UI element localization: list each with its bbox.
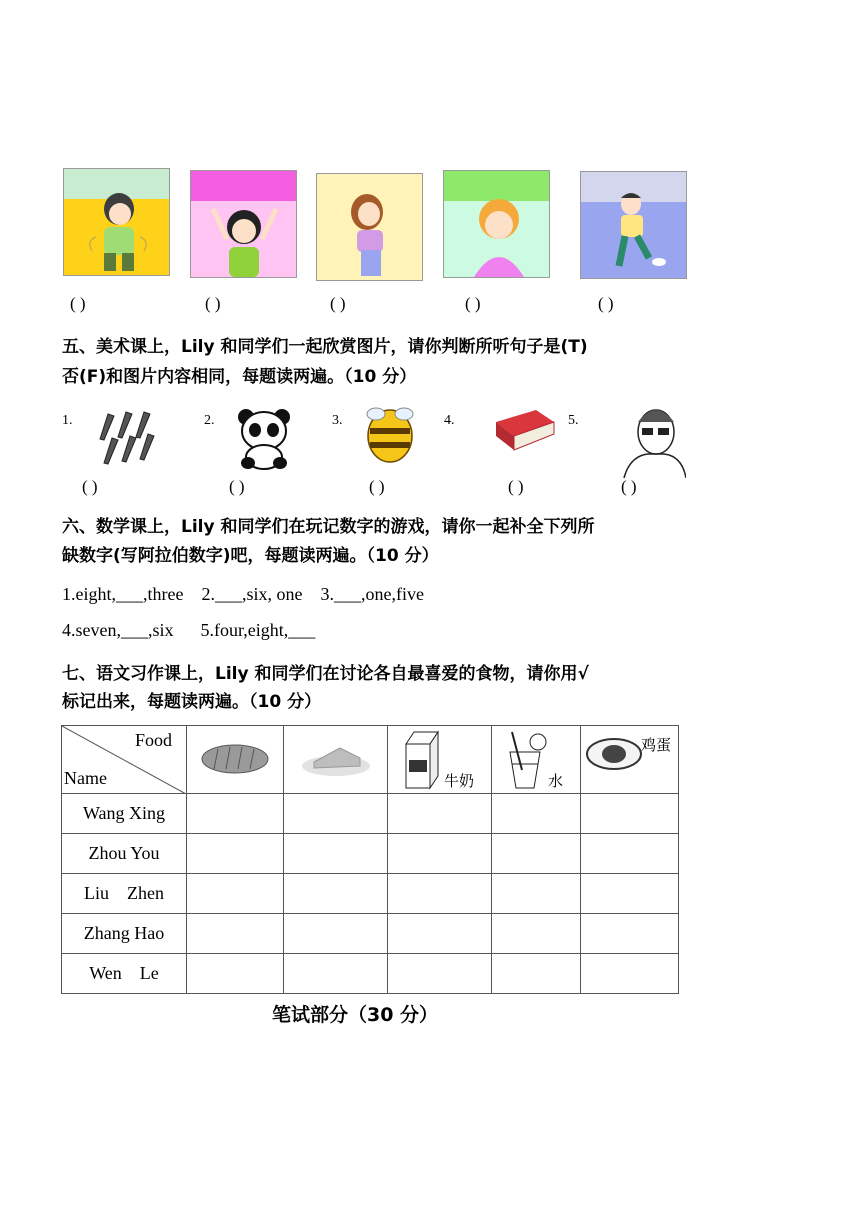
item-number-1: 1. [62,413,73,428]
clapping-girl-icon [444,171,550,278]
check-cell[interactable] [492,794,581,834]
student-name-1: Wang Xing [62,794,187,834]
bread-icon [200,737,270,777]
check-cell[interactable] [388,794,492,834]
section6-instruction-line2: 缺数字(写阿拉伯数字)吧，每题读两遍。（10 分） [62,546,439,566]
table-row [62,954,679,994]
dancing-boy-icon [64,169,170,276]
check-cell[interactable] [284,794,388,834]
bee-backpack-icon [362,402,418,466]
section6-instruction-line1: 六、数学课上，Lily 和同学们在玩记数字的游戏，请你一起补全下列所 [62,517,595,537]
section5-instruction-line1: 五、美术课上，Lily 和同学们一起欣赏图片，请你判断所听句子是(T) [62,337,588,357]
food-header-milk [388,726,492,794]
panda-icon [234,405,294,471]
item-number-2: 2. [204,413,215,428]
check-cell[interactable] [187,874,284,914]
picture-frame-1 [63,168,170,276]
table-row [62,834,679,874]
answer-blank-5[interactable]: ( ) [598,294,614,313]
section7-instruction-line1: 七、语文习作课上，Lily 和同学们在讨论各自最喜爱的食物，请你用√ [62,664,589,684]
check-cell[interactable] [581,874,679,914]
cake-icon [300,736,372,778]
answer-blank-1[interactable]: ( ) [70,294,86,313]
waving-girl-icon [191,171,297,278]
check-cell[interactable] [284,874,388,914]
table-header-corner [62,726,187,794]
header-food-label: Food [134,730,172,750]
table-row [62,914,679,954]
check-cell[interactable] [581,954,679,994]
check-cell[interactable] [581,834,679,874]
header-name-label: Name [64,768,107,788]
answer-blank-2[interactable]: ( ) [205,294,221,313]
food-header-egg [581,726,679,794]
check-cell[interactable] [187,954,284,994]
student-name-5: Wen Le [62,954,187,994]
food-header-water [492,726,581,794]
food-header-cake [284,726,388,794]
check-cell[interactable] [581,914,679,954]
answer-blank-5-5[interactable]: ( ) [621,477,637,496]
student-name-2: Zhou You [62,834,187,874]
table-row [62,874,679,914]
check-cell[interactable] [388,914,492,954]
item-number-5: 5. [568,413,579,428]
crayons-icon [98,408,156,474]
water-label: 水 [548,772,564,790]
table-row [62,794,679,834]
picture-frame-2 [190,170,297,278]
check-cell[interactable] [492,874,581,914]
check-cell[interactable] [581,794,679,834]
fried-egg-icon [585,736,643,776]
answer-blank-5-1[interactable]: ( ) [82,477,98,496]
number-fill-row-2[interactable]: 4.seven,___,six 5.four,eight,___ [62,620,316,640]
answer-blank-5-4[interactable]: ( ) [508,477,524,496]
picture-frame-3 [316,173,423,281]
check-cell[interactable] [388,954,492,994]
water-glass-icon [506,730,550,790]
check-cell[interactable] [187,914,284,954]
answer-blank-5-2[interactable]: ( ) [229,477,245,496]
check-cell[interactable] [388,834,492,874]
book-icon [492,404,556,456]
check-cell[interactable] [284,834,388,874]
check-cell[interactable] [187,834,284,874]
section7-instruction-line2: 标记出来，每题读两遍。（10 分） [62,692,322,712]
picture-frame-5 [580,171,687,279]
student-name-4: Zhang Hao [62,914,187,954]
food-header-bread [187,726,284,794]
milk-label: 牛奶 [444,772,475,790]
check-cell[interactable] [492,954,581,994]
man-with-glasses-icon [620,398,686,478]
jumping-boy-icon [581,172,687,279]
written-part-heading: 笔试部分（30 分） [272,1004,439,1026]
section5-instruction-line2: 否(F)和图片内容相同，每题读两遍。（10 分） [62,367,417,387]
check-cell[interactable] [388,874,492,914]
milk-carton-icon [400,730,444,790]
check-cell[interactable] [492,834,581,874]
item-number-3: 3. [332,413,343,428]
check-cell[interactable] [284,954,388,994]
dancing-girl-icon [317,174,423,281]
answer-blank-4[interactable]: ( ) [465,294,481,313]
number-fill-row-1[interactable]: 1.eight,___,three 2.___,six, one 3.___,one,five [62,584,424,604]
answer-blank-5-3[interactable]: ( ) [369,477,385,496]
check-cell[interactable] [187,794,284,834]
student-name-3: Liu Zhen [62,874,187,914]
picture-frame-4 [443,170,550,278]
egg-label: 鸡蛋 [641,736,672,754]
answer-blank-3[interactable]: ( ) [330,294,346,313]
food-preference-table [61,725,679,994]
item-number-4: 4. [444,413,455,428]
check-cell[interactable] [284,914,388,954]
check-cell[interactable] [492,914,581,954]
